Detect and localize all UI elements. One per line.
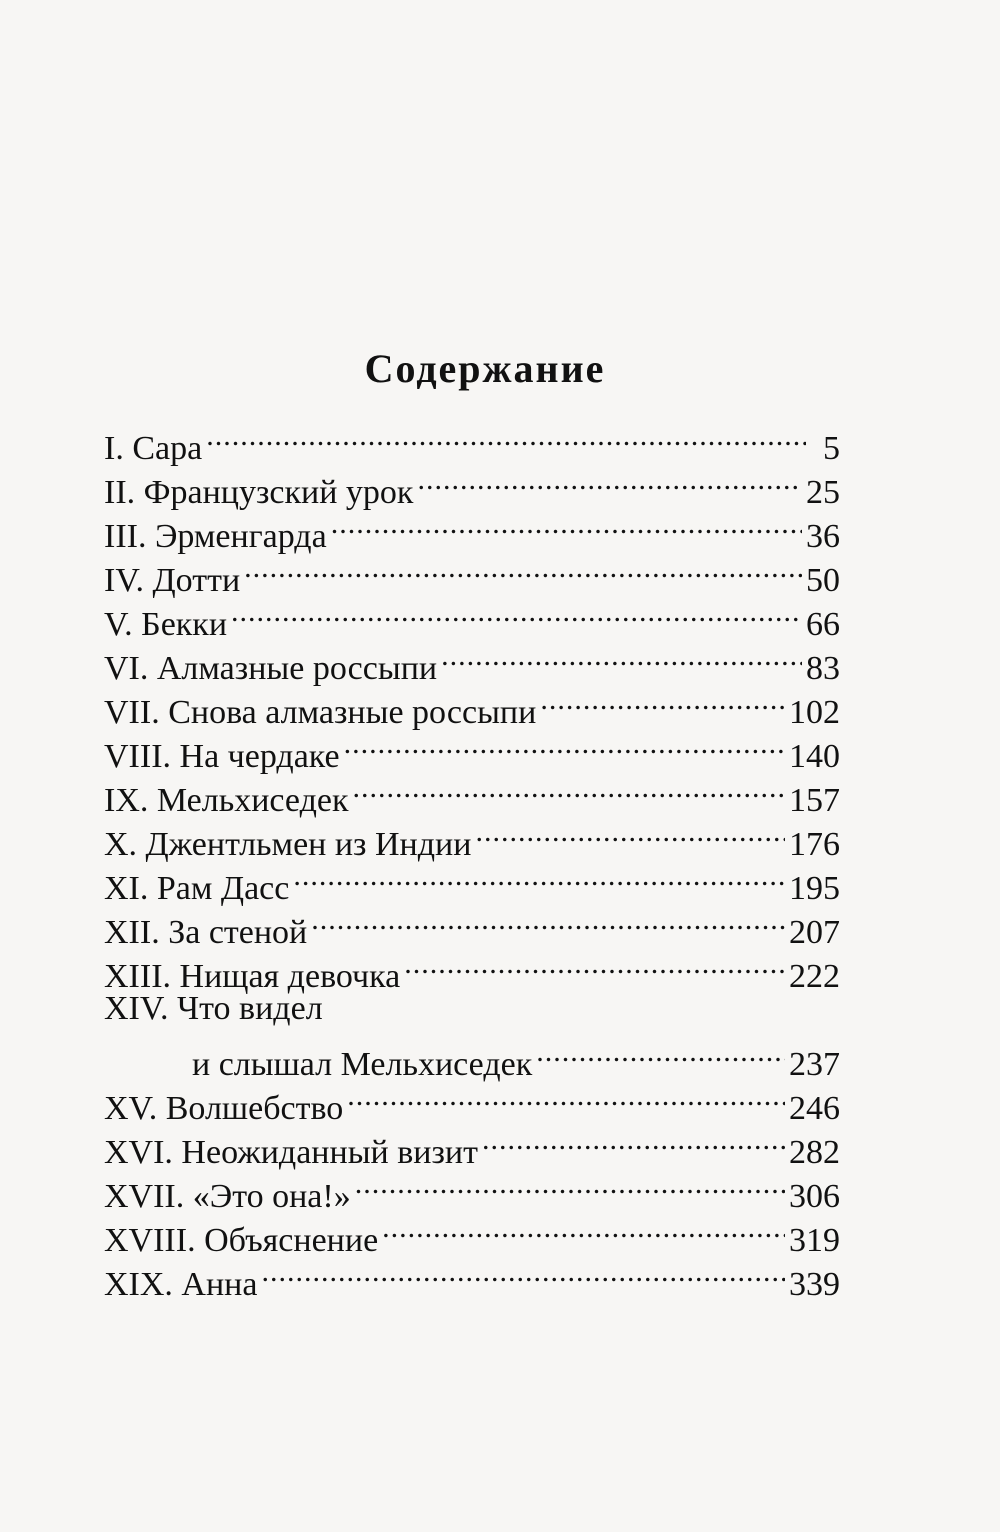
toc-leader-dots (382, 1207, 785, 1251)
toc-entry-title: XIII. Нищая девочка (104, 958, 401, 995)
toc-entry-title: XVII. «Это она!» (104, 1178, 351, 1215)
toc-entry-title: VIII. На чердаке (104, 738, 340, 775)
toc-leader-dots (231, 591, 802, 635)
toc-entry-title: V. Бекки (104, 606, 228, 643)
toc-leader-dots (540, 679, 785, 723)
toc-leader-dots (482, 1119, 785, 1163)
toc-entry-page: 222 (789, 958, 840, 995)
toc-entry-page: 319 (789, 1222, 840, 1259)
toc-entry-page: 5 (823, 430, 840, 467)
toc-entry-title: VI. Алмазные россыпи (104, 650, 438, 687)
toc-leader-dots (261, 1251, 785, 1295)
toc-leader-dots (417, 459, 802, 503)
toc-entry (104, 459, 840, 511)
toc-entry-title: XIX. Анна (104, 1266, 258, 1303)
toc-entry-page: 207 (789, 914, 840, 951)
toc-entry-title: XV. Волшебство (104, 1090, 344, 1127)
toc-leader-dots (331, 503, 802, 547)
toc-entry-title: XIV. Что видел (104, 990, 323, 1027)
toc-leader-dots (347, 1075, 785, 1119)
toc-entry-page: 195 (789, 870, 840, 907)
toc-entry (104, 415, 840, 467)
toc-entry-page: 140 (789, 738, 840, 775)
toc-entry-page: 83 (806, 650, 840, 687)
toc-entry-page: 237 (789, 1046, 840, 1083)
toc-entry-page: 176 (789, 826, 840, 863)
toc-entry-page: 339 (789, 1266, 840, 1303)
toc-entry-title: VII. Снова алмазные россыпи (104, 694, 537, 731)
toc-leader-dots (293, 855, 785, 899)
toc-leader-dots (404, 943, 785, 987)
toc-leader-dots (441, 635, 802, 679)
toc-entry-page: 306 (789, 1178, 840, 1215)
toc-leader-dots (244, 547, 802, 591)
toc-entry-page: 66 (806, 606, 840, 643)
toc-entry-title: XVIII. Объяснение (104, 1222, 379, 1259)
toc-leader-dots (206, 415, 806, 459)
toc-leader-dots (536, 1031, 785, 1075)
toc-leader-dots (355, 1163, 785, 1207)
toc-entry-title: III. Эрменгарда (104, 518, 327, 555)
toc-entry-title: X. Джентльмен из Индии (104, 826, 472, 863)
toc-leader-dots (475, 811, 785, 855)
toc-entry-page: 102 (789, 694, 840, 731)
toc-entry-title: XII. За стеной (104, 914, 308, 951)
toc-entry-page: 157 (789, 782, 840, 819)
toc-entry-title: XVI. Неожиданный визит (104, 1134, 478, 1171)
toc-leader-dots (311, 899, 785, 943)
toc-entry-title: IX. Мельхиседек (104, 782, 349, 819)
toc-entry-title: IV. Дотти (104, 562, 241, 599)
toc-leader-dots (352, 767, 785, 811)
table-of-contents (104, 415, 840, 1303)
toc-entry-page: 36 (806, 518, 840, 555)
toc-entry-page: 25 (806, 474, 840, 511)
page-title: Содержание (364, 345, 606, 391)
toc-entry-page: 50 (806, 562, 840, 599)
toc-entry-title-continuation: и слышал Мельхиседек (192, 1046, 533, 1083)
toc-entry-title: I. Сара (104, 430, 203, 467)
toc-leader-dots (344, 723, 785, 767)
toc-entry-title: XI. Рам Дасс (104, 870, 290, 907)
toc-entry-page: 282 (789, 1134, 840, 1171)
toc-entry-continuation (104, 1031, 840, 1083)
toc-entry-title: II. Французский урок (104, 474, 414, 511)
toc-entry (104, 987, 840, 1031)
toc-entry-page: 246 (789, 1090, 840, 1127)
